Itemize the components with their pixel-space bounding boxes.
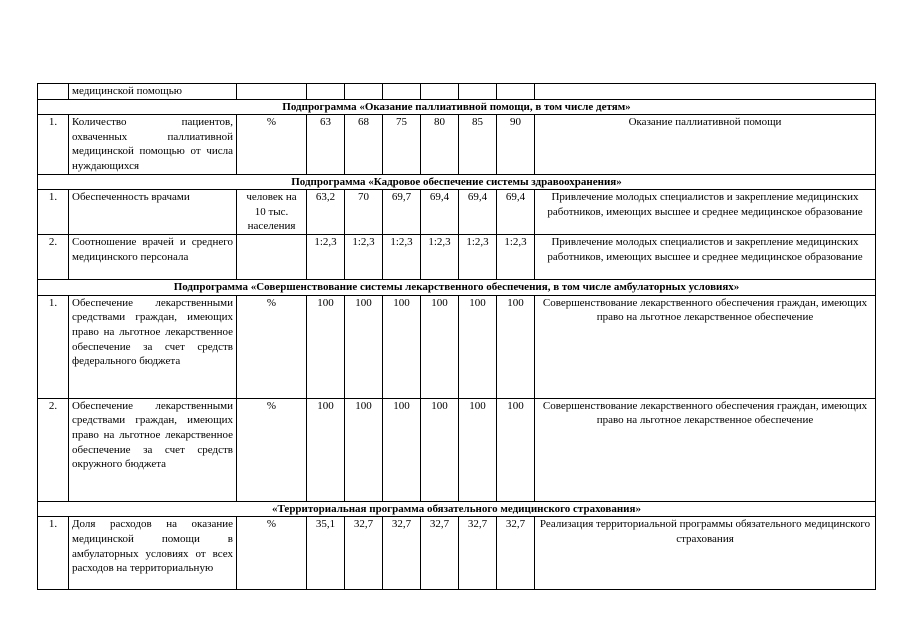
section-title: «Территориальная программа обязательного медицинского страхования» [38,501,876,517]
row-number: 1. [38,295,69,398]
year-value: 1:2,3 [497,235,535,280]
indicator-name: медицинской помощью [69,84,237,100]
implementation-mechanism [535,84,876,100]
row-number: 1. [38,517,69,590]
indicator-name: Обеспеченность врачами [69,190,237,235]
year-value [421,84,459,100]
section-header-row [38,99,876,115]
section-header-row [38,501,876,517]
year-value [497,84,535,100]
unit-of-measure [237,84,307,100]
year-value: 63,2 [307,190,345,235]
unit-of-measure: % [237,398,307,501]
year-value [383,84,421,100]
year-value: 69,4 [459,190,497,235]
indicator-name: Обеспечение лекарственными средствами граждан, имеющих право на льготное лекарственное обеспечение за счет средств окружного бюджета [69,398,237,501]
year-value: 100 [459,295,497,398]
year-value: 80 [421,115,459,174]
section-header-row [38,280,876,296]
year-value: 1:2,3 [459,235,497,280]
year-value: 1:2,3 [345,235,383,280]
indicator-name: Количество пациентов, охваченных паллиативной медицинской помощью от числа нуждающихся [69,115,237,174]
year-value: 69,7 [383,190,421,235]
year-value: 32,7 [459,517,497,590]
year-value: 69,4 [421,190,459,235]
section-title: Подпрограмма «Оказание паллиативной помощи, в том числе детям» [38,99,876,115]
row-number: 1. [38,115,69,174]
year-value: 100 [383,295,421,398]
table-body [38,84,876,590]
unit-of-measure [237,235,307,280]
table-row [38,190,876,235]
year-value: 32,7 [421,517,459,590]
year-value [459,84,497,100]
unit-of-measure: % [237,517,307,590]
unit-of-measure: % [237,295,307,398]
year-value: 100 [421,398,459,501]
year-value: 100 [497,398,535,501]
implementation-mechanism: Оказание паллиативной помощи [535,115,876,174]
row-number: 2. [38,235,69,280]
year-value: 1:2,3 [383,235,421,280]
indicator-name: Доля расходов на оказание медицинской помощи в амбулаторных условиях от всех расходов на территориальную [69,517,237,590]
row-number: 1. [38,190,69,235]
year-value: 100 [307,295,345,398]
year-value: 63 [307,115,345,174]
table-row [38,115,876,174]
year-value: 32,7 [345,517,383,590]
year-value [345,84,383,100]
year-value: 100 [307,398,345,501]
indicator-name: Обеспечение лекарственными средствами граждан, имеющих право на льготное лекарственное обеспечение за счет средств федерального бюджета [69,295,237,398]
year-value: 32,7 [383,517,421,590]
year-value: 1:2,3 [421,235,459,280]
year-value: 100 [459,398,497,501]
year-value: 100 [497,295,535,398]
implementation-mechanism: Привлечение молодых специалистов и закрепление медицинских работников, имеющих высшее и среднее медицинское образование [535,190,876,235]
indicators-table [37,83,876,590]
implementation-mechanism: Привлечение молодых специалистов и закрепление медицинских работников, имеющих высшее и среднее медицинское образование [535,235,876,280]
row-number [38,84,69,100]
year-value: 68 [345,115,383,174]
year-value: 1:2,3 [307,235,345,280]
section-header-row [38,174,876,190]
table-row [38,517,876,590]
unit-of-measure: % [237,115,307,174]
implementation-mechanism: Реализация территориальной программы обязательного медицинского страхования [535,517,876,590]
unit-of-measure: человек на 10 тыс. населения [237,190,307,235]
table-row [38,84,876,100]
year-value: 100 [421,295,459,398]
year-value: 69,4 [497,190,535,235]
indicator-name: Соотношение врачей и среднего медицинского персонала [69,235,237,280]
year-value [307,84,345,100]
table-row [38,295,876,398]
table-row [38,398,876,501]
year-value: 100 [383,398,421,501]
year-value: 85 [459,115,497,174]
year-value: 100 [345,295,383,398]
table-row [38,235,876,280]
year-value: 75 [383,115,421,174]
implementation-mechanism: Совершенствование лекарственного обеспечения граждан, имеющих право на льготное лекарственное обеспечение [535,295,876,398]
implementation-mechanism: Совершенствование лекарственного обеспечения граждан, имеющих право на льготное лекарственное обеспечение [535,398,876,501]
year-value: 32,7 [497,517,535,590]
section-title: Подпрограмма «Кадровое обеспечение системы здравоохранения» [38,174,876,190]
section-title: Подпрограмма «Совершенствование системы лекарственного обеспечения, в том числе амбулаторных условиях» [38,280,876,296]
year-value: 70 [345,190,383,235]
year-value: 100 [345,398,383,501]
year-value: 90 [497,115,535,174]
year-value: 35,1 [307,517,345,590]
row-number: 2. [38,398,69,501]
